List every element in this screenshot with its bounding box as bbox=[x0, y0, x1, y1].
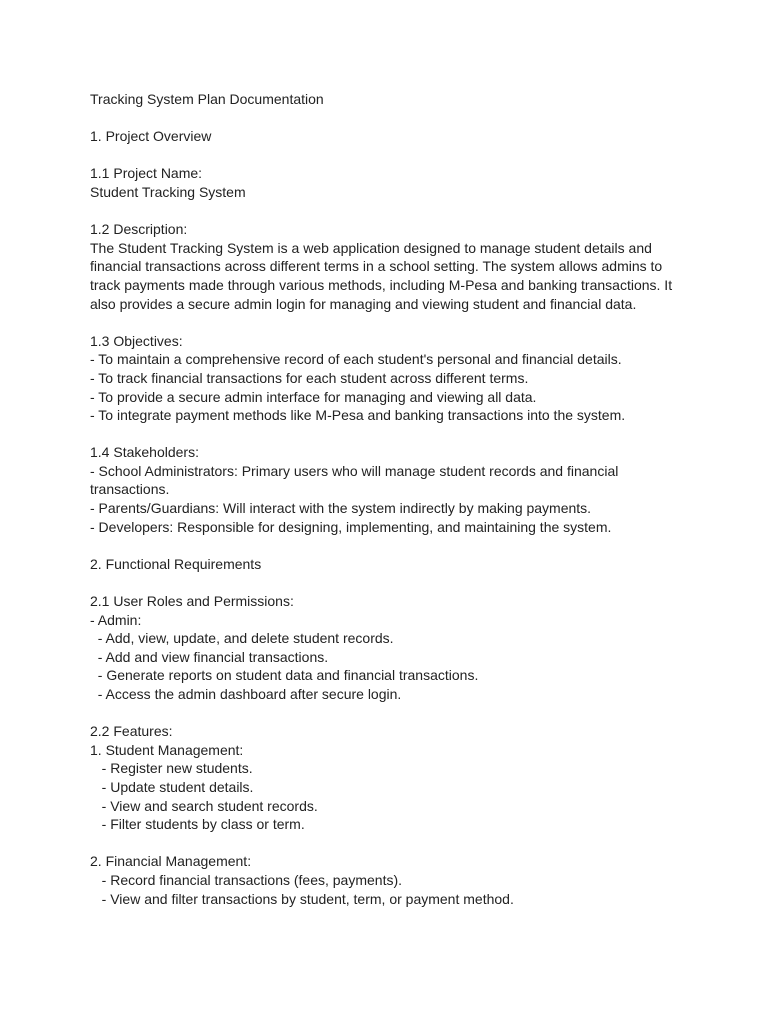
subsection-heading-project-name: 1.1 Project Name: bbox=[90, 165, 203, 182]
feature-item: - Update student details. bbox=[90, 778, 254, 795]
subsection-heading-user-roles: 2.1 User Roles and Permissions: bbox=[90, 593, 294, 610]
section-heading-functional-requirements: 2. Functional Requirements bbox=[90, 555, 262, 572]
description-line: financial transactions across different terms in a school setting. The system allows admins to bbox=[90, 258, 663, 275]
subsection-heading-features: 2.2 Features: bbox=[90, 723, 173, 740]
objective-item: - To integrate payment methods like M-Pesa and banking transactions into the system. bbox=[90, 407, 626, 424]
stakeholder-item: - Developers: Responsible for designing, implementing, and maintaining the system. bbox=[90, 518, 612, 535]
description-line: also provides a secure admin login for managing and viewing student and financial data. bbox=[90, 295, 637, 312]
project-name-value: Student Tracking System bbox=[90, 183, 246, 200]
spacer bbox=[90, 146, 680, 165]
document-page bbox=[90, 90, 680, 908]
subsection-heading-description: 1.2 Description: bbox=[90, 221, 188, 238]
spacer bbox=[90, 704, 680, 723]
spacer bbox=[90, 202, 680, 221]
feature-heading-financial-management: 2. Financial Management: bbox=[90, 853, 252, 870]
spacer bbox=[90, 536, 680, 555]
spacer bbox=[90, 425, 680, 444]
section-heading-project-overview: 1. Project Overview bbox=[90, 128, 212, 145]
description-line: The Student Tracking System is a web application designed to manage student details and bbox=[90, 239, 652, 256]
permission-item: - Generate reports on student data and financial transactions. bbox=[90, 667, 479, 684]
stakeholder-item: - Parents/Guardians: Will interact with the system indirectly by making payments. bbox=[90, 500, 592, 517]
stakeholder-item: transactions. bbox=[90, 481, 170, 498]
permission-item: - Add and view financial transactions. bbox=[90, 648, 329, 665]
description-line: track payments made through various methods, including M-Pesa and banking transactions. It bbox=[90, 276, 673, 293]
spacer bbox=[90, 834, 680, 853]
spacer bbox=[90, 109, 680, 128]
stakeholder-item: - School Administrators: Primary users who will manage student records and financial bbox=[90, 462, 619, 479]
objective-item: - To track financial transactions for each student across different terms. bbox=[90, 369, 529, 386]
subsection-heading-objectives: 1.3 Objectives: bbox=[90, 332, 183, 349]
document-title: Tracking System Plan Documentation bbox=[90, 91, 324, 107]
subsection-heading-stakeholders: 1.4 Stakeholders: bbox=[90, 444, 199, 461]
feature-heading-student-management: 1. Student Management: bbox=[90, 741, 244, 758]
objective-item: - To provide a secure admin interface for managing and viewing all data. bbox=[90, 388, 537, 405]
permission-item: - Add, view, update, and delete student records. bbox=[90, 630, 394, 647]
feature-item: - Filter students by class or term. bbox=[90, 816, 305, 833]
feature-item: - Record financial transactions (fees, payments). bbox=[90, 871, 403, 888]
spacer bbox=[90, 573, 680, 592]
objective-item: - To maintain a comprehensive record of each student's personal and financial details. bbox=[90, 351, 622, 368]
feature-item: - View and filter transactions by student, term, or payment method. bbox=[90, 890, 514, 907]
role-admin: - Admin: bbox=[90, 611, 142, 628]
spacer bbox=[90, 313, 680, 332]
permission-item: - Access the admin dashboard after secure login. bbox=[90, 686, 402, 702]
feature-item: - View and search student records. bbox=[90, 797, 318, 814]
feature-item: - Register new students. bbox=[90, 760, 253, 777]
